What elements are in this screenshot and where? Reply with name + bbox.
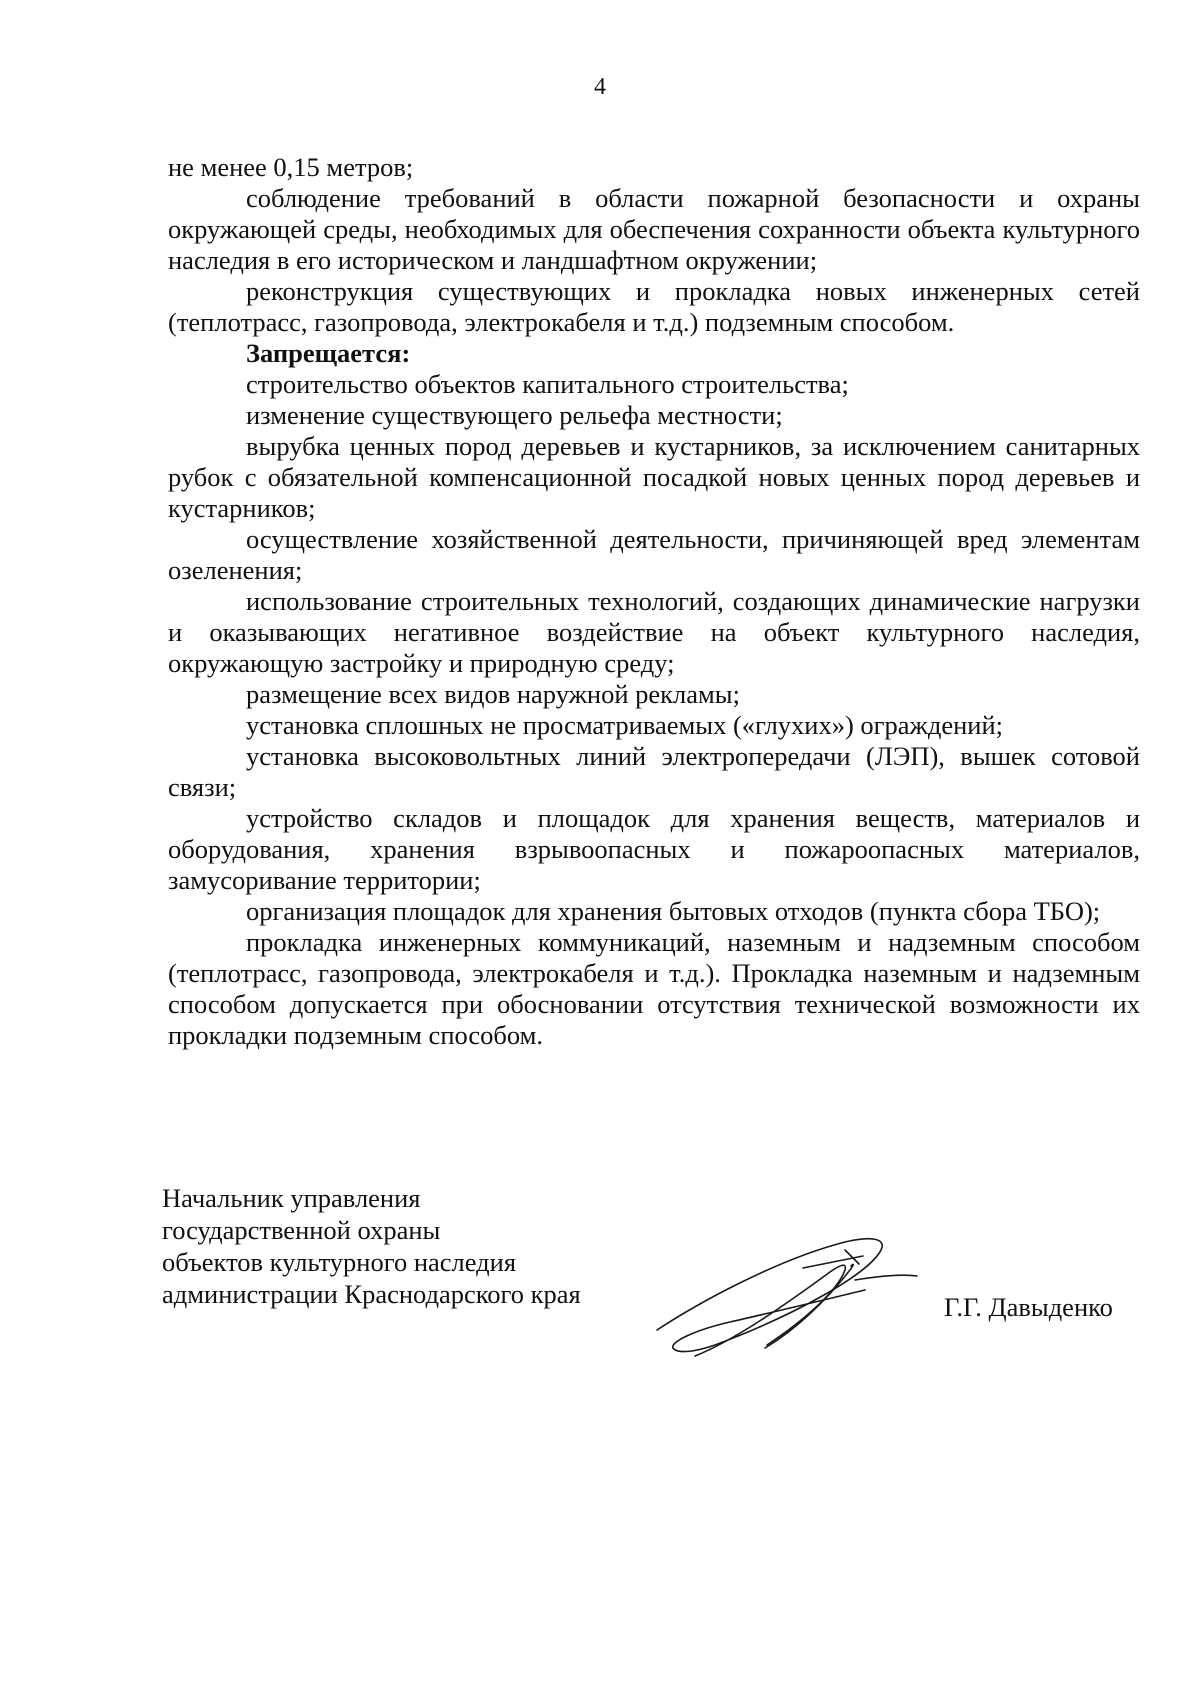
paragraph: прокладка инженерных коммуникаций, наземным и надземным способом (теплотрасс, газопровода, электрокабеля и т.д.). Прокладка наземным и надземным способом допускается при обосновании отсутствия технической возможности их прокладки подземным способом.: [168, 927, 1140, 1050]
position-line: объектов культурного наследия: [162, 1247, 517, 1277]
position-line: Начальник управления: [162, 1183, 421, 1213]
signer-name: Г.Г. Давыденко: [944, 1292, 1113, 1322]
paragraph: изменение существующего рельефа местности;: [246, 400, 783, 430]
handwritten-signature-icon: [655, 1210, 925, 1360]
paragraph: вырубка ценных пород деревьев и кустарников, за исключением санитарных рубок с обязательной компенсационной посадкой новых ценных пород деревьев и кустарников;: [168, 431, 1140, 523]
signatory-position: [162, 1182, 581, 1310]
signature-stroke: [855, 1275, 917, 1280]
paragraph: устройство складов и площадок для хранения веществ, материалов и оборудования, хранения взрывоопасных и пожароопасных материалов, замусоривание территории;: [168, 803, 1140, 895]
section-heading: Запрещается:: [246, 338, 411, 368]
paragraph: не менее 0,15 метров;: [168, 152, 414, 182]
paragraph: строительство объектов капитального строительства;: [246, 369, 849, 399]
paragraph: соблюдение требований в области пожарной безопасности и охраны окружающей среды, необходимых для обеспечения сохранности объекта культурного наследия в его историческом и ландшафтном окружении;: [168, 183, 1140, 275]
paragraph: установка сплошных не просматриваемых («глухих») ограждений;: [246, 710, 1004, 740]
position-line: администрации Краснодарского края: [162, 1279, 581, 1309]
paragraph: осуществление хозяйственной деятельности, причиняющей вред элементам озеленения;: [168, 524, 1140, 585]
signature-stroke: [695, 1265, 845, 1356]
paragraph: установка высоковольтных линий электропередачи (ЛЭП), вышек сотовой связи;: [168, 741, 1140, 802]
paragraph: организация площадок для хранения бытовых отходов (пункта сбора ТБО);: [246, 896, 1101, 926]
signature-stroke: [657, 1239, 882, 1352]
paragraph: размещение всех видов наружной рекламы;: [246, 679, 740, 709]
page-number: 4: [594, 74, 606, 100]
paragraph: реконструкция существующих и прокладка новых инженерных сетей (теплотрасс, газопровода, электрокабеля и т.д.) подземным способом.: [168, 276, 1140, 337]
document-body: [168, 152, 1140, 1051]
position-line: государственной охраны: [162, 1215, 441, 1245]
paragraph: использование строительных технологий, создающих динамические нагрузки и оказывающих негативное воздействие на объект культурного наследия, окружающую застройку и природную среду;: [168, 586, 1140, 678]
signature-stroke: [765, 1264, 853, 1348]
